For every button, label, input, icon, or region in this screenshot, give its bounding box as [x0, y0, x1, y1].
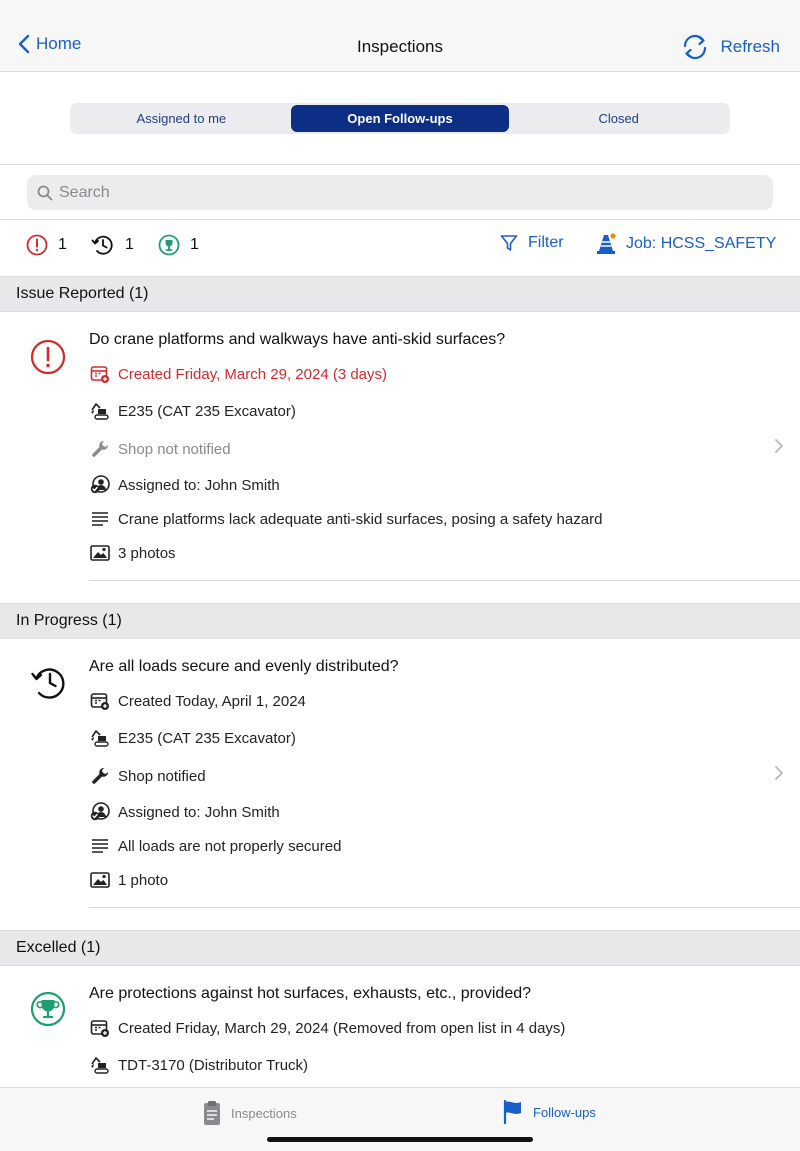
follow-up-item-excelled[interactable]	[0, 966, 800, 1087]
section-header-in-progress: In Progress (1)	[0, 603, 800, 639]
calendar-icon	[90, 1018, 110, 1038]
filter-label: Filter	[528, 234, 564, 251]
clock-cycle-icon	[30, 664, 68, 702]
in-progress-count-stat	[91, 234, 134, 256]
home-indicator	[267, 1137, 533, 1142]
issue-count: 1	[58, 236, 67, 253]
segment-closed[interactable]: Closed	[598, 111, 639, 126]
segment-open-follow-ups[interactable]: Open Follow-ups	[291, 105, 510, 132]
tab-inspections[interactable]	[203, 1100, 297, 1126]
traffic-cone-icon	[596, 233, 616, 255]
chevron-right-icon	[774, 765, 784, 781]
item-assignee: Assigned to: John Smith	[89, 800, 280, 824]
row-divider	[89, 580, 800, 581]
trophy-icon	[158, 234, 180, 256]
chevron-right-icon	[774, 438, 784, 454]
search-bar[interactable]	[27, 175, 773, 210]
item-equipment: TDT-3170 (Distributor Truck)	[89, 1053, 308, 1077]
navigation-bar	[0, 22, 800, 72]
wrench-icon	[90, 439, 110, 459]
exclamation-circle-icon	[30, 339, 66, 375]
text-lines-icon	[91, 511, 109, 527]
tab-inspections-label: Inspections	[231, 1105, 297, 1121]
item-equipment: E235 (CAT 235 Excavator)	[89, 726, 296, 750]
user-check-icon	[90, 802, 110, 822]
segment-container	[0, 72, 800, 165]
home-back-label: Home	[36, 34, 82, 53]
job-label: Job: HCSS_SAFETY	[626, 235, 777, 252]
status-bar	[0, 0, 800, 22]
item-question: Are all loads secure and evenly distributed?	[89, 658, 399, 675]
item-created-date: Created Today, April 1, 2024	[89, 689, 306, 713]
photo-icon	[90, 545, 110, 561]
photo-icon	[90, 872, 110, 888]
clipboard-icon	[203, 1100, 221, 1126]
section-header-excelled: Excelled (1)	[0, 930, 800, 966]
tab-follow-ups-label: Follow-ups	[533, 1104, 596, 1120]
issue-count-stat	[26, 234, 67, 256]
stats-row	[0, 221, 800, 276]
item-created-date: Created Friday, March 29, 2024 (Removed from open list in 4 days)	[89, 1016, 565, 1040]
filter-button[interactable]	[500, 234, 564, 252]
inspection-filter-segment	[70, 103, 730, 134]
segment-assigned-to-me[interactable]: Assigned to me	[136, 111, 227, 126]
item-notes: Crane platforms lack adequate anti-skid surfaces, posing a safety hazard	[89, 507, 602, 531]
excavator-icon	[90, 402, 110, 420]
excavator-icon	[90, 729, 110, 747]
refresh-icon	[680, 33, 710, 61]
search-input[interactable]	[59, 184, 739, 202]
excelled-count: 1	[190, 236, 199, 253]
excelled-count-stat	[158, 234, 199, 256]
row-divider	[89, 907, 800, 908]
calendar-icon	[90, 691, 110, 711]
clock-cycle-icon	[91, 234, 115, 256]
page-title: Inspections	[357, 37, 443, 56]
item-created-date: Created Friday, March 29, 2024 (3 days)	[89, 362, 387, 386]
job-selector-button[interactable]	[596, 233, 776, 255]
tab-follow-ups[interactable]	[503, 1100, 596, 1124]
item-notes: All loads are not properly secured	[89, 834, 341, 858]
calendar-alert-icon	[90, 364, 110, 384]
search-icon	[37, 185, 53, 201]
item-shop-status: Shop not notified	[89, 437, 231, 461]
item-question: Are protections against hot surfaces, exhausts, etc., provided?	[89, 985, 532, 1002]
funnel-icon	[500, 234, 518, 252]
search-container	[0, 166, 800, 220]
item-question: Do crane platforms and walkways have anti-skid surfaces?	[89, 331, 506, 348]
item-assignee: Assigned to: John Smith	[89, 473, 280, 497]
user-check-icon	[90, 475, 110, 495]
item-photos: 3 photos	[89, 541, 176, 565]
section-header-issue-reported: Issue Reported (1)	[0, 276, 800, 312]
in-progress-count: 1	[125, 236, 134, 253]
text-lines-icon	[91, 838, 109, 854]
flag-icon	[503, 1100, 523, 1124]
item-photos: 1 photo	[89, 868, 168, 892]
follow-up-item-issue[interactable]	[0, 312, 800, 603]
truck-icon	[90, 1056, 110, 1074]
wrench-icon	[90, 766, 110, 786]
trophy-icon	[30, 991, 66, 1027]
item-shop-status: Shop notified	[89, 764, 206, 788]
exclamation-circle-icon	[26, 234, 48, 256]
refresh-button[interactable]	[680, 33, 780, 61]
refresh-label: Refresh	[720, 37, 780, 56]
follow-up-item-in-progress[interactable]	[0, 639, 800, 930]
item-equipment: E235 (CAT 235 Excavator)	[89, 399, 296, 423]
